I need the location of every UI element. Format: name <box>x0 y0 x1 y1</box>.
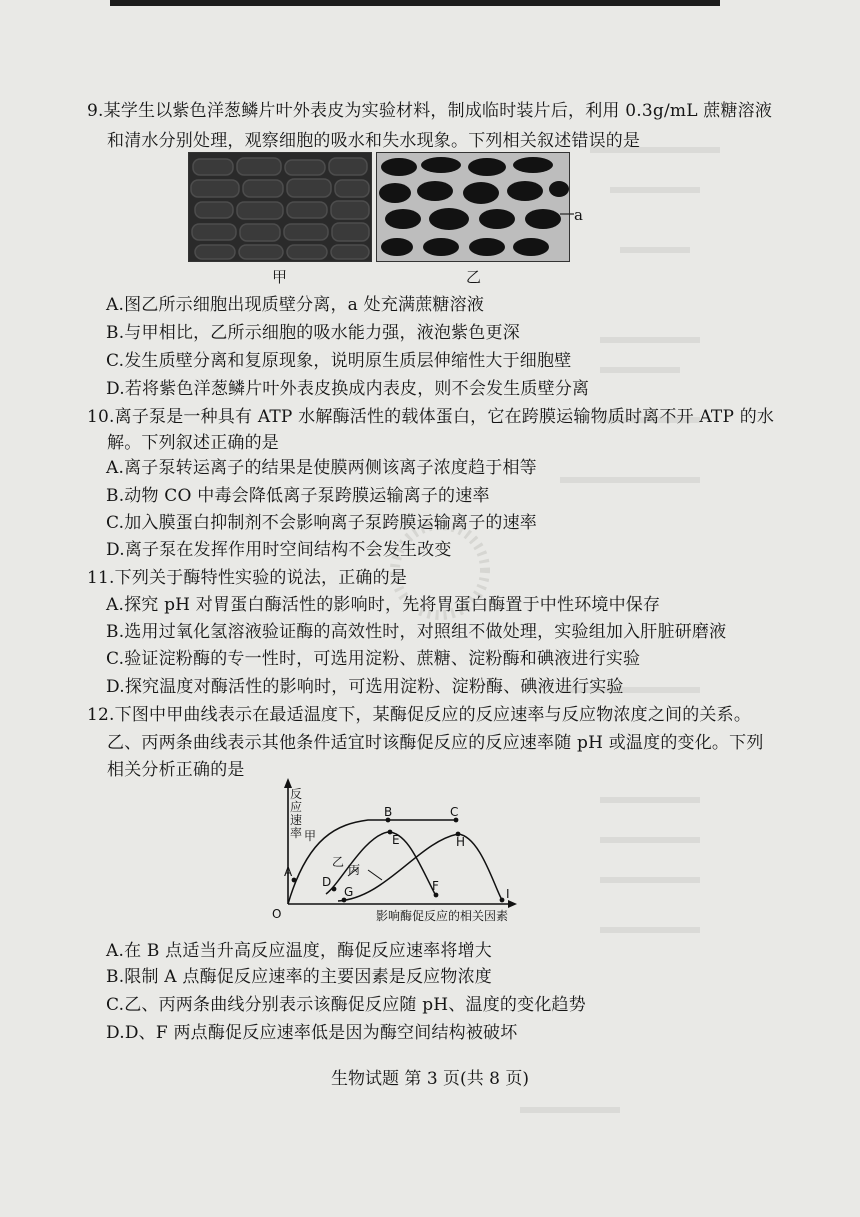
q10-option-d: D.离子泵在发挥作用时空间结构不会发生改变 <box>106 540 452 560</box>
origin-label: O <box>272 907 282 921</box>
curve-bing-label: 丙 <box>348 863 361 877</box>
q12-stem-line1: 12.下图中甲曲线表示在最适温度下，某酶促反应的反应速率与反应物浓度之间的关系。 <box>87 705 752 725</box>
point-h-label: H <box>456 835 466 849</box>
point-a-label: A <box>284 865 293 879</box>
q12-stem-line2: 乙、丙两条曲线表示其他条件适宜时该酶促反应的反应速率随 pH 或温度的变化。下列 <box>107 733 764 753</box>
point-b-label: B <box>384 805 393 819</box>
q10-option-b: B.动物 CO 中毒会降低离子泵跨膜运输离子的速率 <box>106 486 490 506</box>
q12-option-b: B.限制 A 点酶促反应速率的主要因素是反应物浓度 <box>106 967 492 987</box>
point-i-dot <box>500 898 505 903</box>
point-g-label: G <box>344 885 354 899</box>
x-axis-arrow-icon <box>508 900 517 908</box>
q10-stem-line1: 10.离子泵是一种具有 ATP 水解酶活性的载体蛋白，它在跨膜运输物质时离不开 ATP 的水 <box>87 407 775 427</box>
q11-option-d: D.探究温度对酶活性的影响时，可选用淀粉、淀粉酶、碘液进行实验 <box>106 677 624 697</box>
page-footer: 生物试题 第 3 页(共 8 页) <box>331 1069 529 1089</box>
point-d-dot <box>332 887 337 892</box>
micrograph-jia <box>188 152 372 262</box>
q12-option-a: A.在 B 点适当升高反应温度，酶促反应速率将增大 <box>106 941 492 961</box>
q9-option-a: A.图乙所示细胞出现质壁分离，a 处充满蔗糖溶液 <box>106 295 485 315</box>
x-axis-label: 影响酶促反应的相关因素 <box>376 909 509 923</box>
q12-option-d: D.D、F 两点酶促反应速率低是因为酶空间结构被破坏 <box>106 1023 518 1043</box>
q11-stem-line1: 11.下列关于酶特性实验的说法，正确的是 <box>87 568 408 588</box>
q9-option-b: B.与甲相比，乙所示细胞的吸水能力强，液泡紫色更深 <box>106 323 520 343</box>
point-d-label: D <box>322 875 332 889</box>
label-jia: 甲 <box>272 268 288 286</box>
curve-bing <box>338 834 502 901</box>
q9-option-d: D.若将紫色洋葱鳞片叶外表皮换成内表皮，则不会发生质壁分离 <box>106 379 590 399</box>
q9-stem-line1: 9.某学生以紫色洋葱鳞片叶外表皮为实验材料，制成临时装片后，利用 0.3g/mL 蔗糖溶液 <box>87 101 773 121</box>
point-a-dot <box>292 878 297 883</box>
q11-option-c: C.验证淀粉酶的专一性时，可选用淀粉、蔗糖、淀粉酶和碘液进行实验 <box>106 649 641 669</box>
q10-option-a: A.离子泵转运离子的结果是使膜两侧该离子浓度趋于相等 <box>106 458 537 478</box>
label-a: a <box>574 206 583 224</box>
point-i-label: I <box>506 887 510 901</box>
curve-jia-label: 甲 <box>304 829 317 843</box>
point-f-dot <box>434 893 439 898</box>
q12-option-c: C.乙、丙两条曲线分别表示该酶促反应随 pH、温度的变化趋势 <box>106 995 586 1015</box>
point-f-label: F <box>432 879 439 893</box>
micrograph-yi <box>376 152 570 262</box>
q9-option-c: C.发生质壁分离和复原现象，说明原生质层伸缩性大于细胞壁 <box>106 351 572 371</box>
point-e-label: E <box>392 833 400 847</box>
q12-stem-line3: 相关分析正确的是 <box>107 760 245 780</box>
bing-pointer <box>368 870 382 880</box>
q10-stem-line2: 解。下列叙述正确的是 <box>107 433 279 453</box>
point-c-label: C <box>450 805 459 819</box>
q10-option-c: C.加入膜蛋白抑制剂不会影响离子泵跨膜运输离子的速率 <box>106 513 538 533</box>
curve-yi-label: 乙 <box>332 855 345 869</box>
label-yi: 乙 <box>466 268 482 286</box>
q11-option-a: A.探究 pH 对胃蛋白酶活性的影响时，先将胃蛋白酶置于中性环境中保存 <box>106 595 661 615</box>
y-axis-label: 反应速率 <box>290 787 303 840</box>
q9-stem-line2: 和清水分别处理，观察细胞的吸水和失水现象。下列相关叙述错误的是 <box>107 131 641 151</box>
q11-option-b: B.选用过氧化氢溶液验证酶的高效性时，对照组不做处理，实验组加入肝脏研磨液 <box>106 622 727 642</box>
enzyme-rate-graph <box>268 776 518 928</box>
